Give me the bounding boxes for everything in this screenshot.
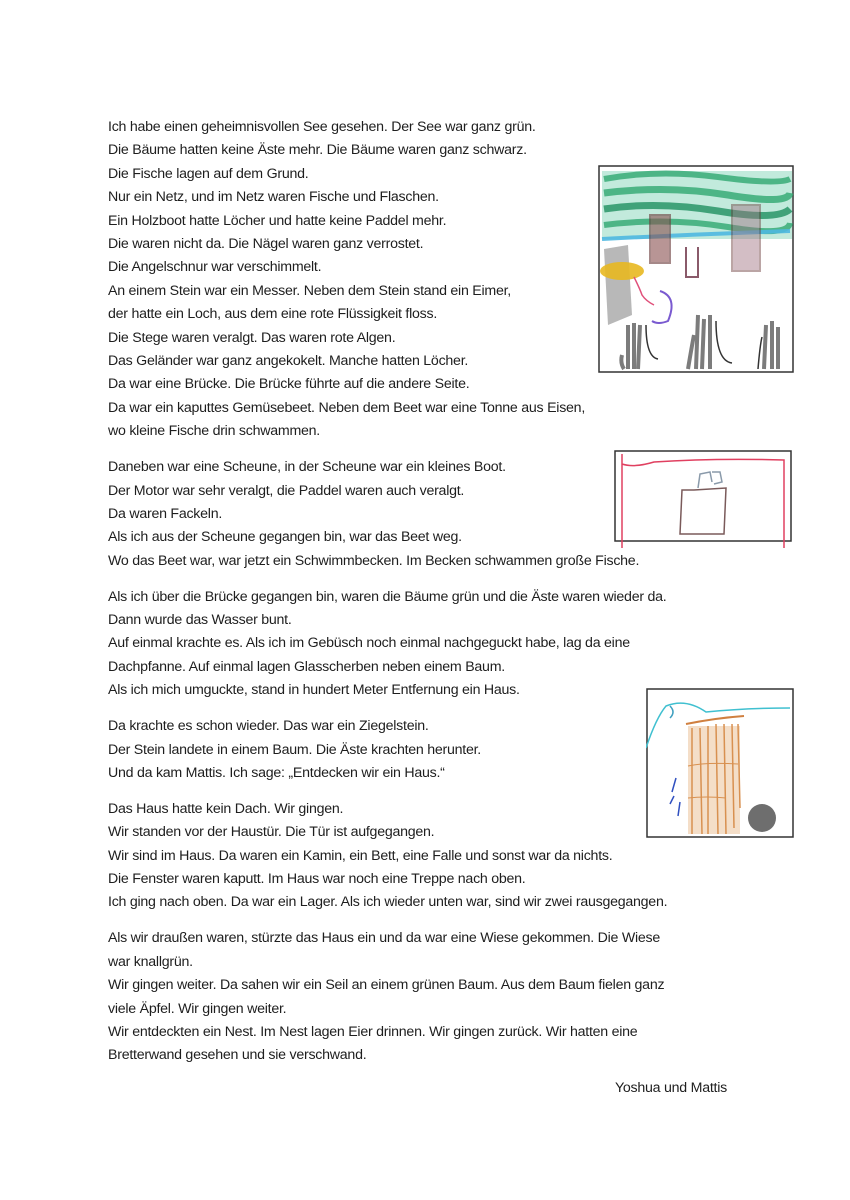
text-line: wo kleine Fische drin schwammen. [108, 423, 320, 440]
author-signature: Yoshua und Mattis [615, 1080, 727, 1096]
text-line: Die Stege waren veralgt. Das waren rote Algen. [108, 329, 396, 346]
text-line: Wir standen vor der Haustür. Die Tür ist aufgegangen. [108, 824, 435, 841]
text-line: Wir sind im Haus. Da waren ein Kamin, ein Bett, eine Falle und sonst war da nichts. [108, 847, 613, 864]
text-line: Dachpfanne. Auf einmal lagen Glasscherben neben einem Baum. [108, 658, 505, 675]
text-line: Als ich über die Brücke gegangen bin, waren die Bäume grün und die Äste waren wieder da. [108, 588, 667, 605]
lake-drawing [598, 165, 794, 375]
text-line: Dann wurde das Wasser bunt. [108, 612, 292, 628]
house-body [688, 724, 740, 834]
text-line: Der Motor war sehr veralgt, die Paddel waren auch veralgt. [108, 482, 465, 499]
text-line: Der Stein landete in einem Baum. Die Äste krachten herunter. [108, 741, 482, 758]
text-line: Ein Holzboot hatte Löcher und hatte keine Paddel mehr. [108, 212, 447, 229]
lake-water [602, 171, 792, 239]
text-line: Und da kam Mattis. Ich sage: „Entdecken wir ein Haus.“ [108, 764, 445, 781]
text-line: viele Äpfel. Wir gingen weiter. [108, 1000, 287, 1017]
text-line: Da krachte es schon wieder. Das war ein Ziegelstein. [108, 718, 429, 735]
text-line: Als wir draußen waren, stürzte das Haus ein und da war eine Wiese gekommen. Die Wiese [108, 930, 661, 947]
text-line: Ich habe einen geheimnisvollen See gesehen. Der See war ganz grün. [108, 119, 536, 135]
house-drawing [646, 688, 796, 840]
stone [604, 245, 632, 325]
text-line: Die waren nicht da. Die Nägel waren ganz verrostet. [108, 236, 424, 252]
text-line: Wir gingen weiter. Da sahen wir ein Seil an einem grünen Baum. Aus dem Baum fielen ganz [108, 977, 665, 994]
text-line: Da war eine Brücke. Die Brücke führte auf die andere Seite. [108, 376, 470, 393]
boat-wreck [732, 205, 760, 271]
barn-drawing [614, 450, 794, 550]
text-line: Nur ein Netz, und im Netz waren Fische und Flaschen. [108, 189, 439, 206]
text-line: Daneben war eine Scheune, in der Scheune war ein kleines Boot. [108, 459, 506, 476]
text-line: An einem Stein war ein Messer. Neben dem Stein stand ein Eimer, [108, 282, 511, 299]
text-line: der hatte ein Loch, aus dem eine rote Flüssigkeit floss. [108, 306, 438, 323]
text-line: Wo das Beet war, war jetzt ein Schwimmbecken. Im Becken schwammen große Fische. [108, 552, 640, 569]
text-line: Als ich mich umguckte, stand in hundert Meter Entfernung ein Haus. [108, 682, 520, 699]
text-line: Das Haus hatte kein Dach. Wir gingen. [108, 800, 344, 817]
text-line: Bretterwand gesehen und sie verschwand. [108, 1047, 367, 1064]
text-line: Als ich aus der Scheune gegangen bin, war das Beet weg. [108, 529, 462, 546]
text-line: Wir entdeckten ein Nest. Im Nest lagen Eier drinnen. Wir gingen zurück. Wir hatten eine [108, 1023, 638, 1040]
text-line: Das Geländer war ganz angekokelt. Manche hatten Löcher. [108, 353, 469, 369]
text-line: Die Angelschnur war verschimmelt. [108, 259, 322, 276]
text-line: Die Fische lagen auf dem Grund. [108, 165, 309, 182]
text-line: Die Bäume hatten keine Äste mehr. Die Bäume waren ganz schwarz. [108, 142, 527, 159]
text-line: Die Fenster waren kaputt. Im Haus war noch eine Treppe nach oben. [108, 871, 526, 887]
knife [600, 262, 644, 280]
text-line: Da war ein kaputtes Gemüsebeet. Neben dem Beet war eine Tonne aus Eisen, [108, 399, 586, 416]
brick-stone [748, 804, 776, 832]
text-line: Da waren Fackeln. [108, 505, 223, 522]
text-line: Ich ging nach oben. Da war ein Lager. Als ich wieder unten war, sind wir zwei rausgegangen. [108, 894, 668, 911]
text-line: Auf einmal krachte es. Als ich im Gebüsch noch einmal nachgeguckt habe, lag da eine [108, 635, 630, 652]
text-line: war knallgrün. [108, 953, 193, 970]
net-post [650, 215, 670, 263]
